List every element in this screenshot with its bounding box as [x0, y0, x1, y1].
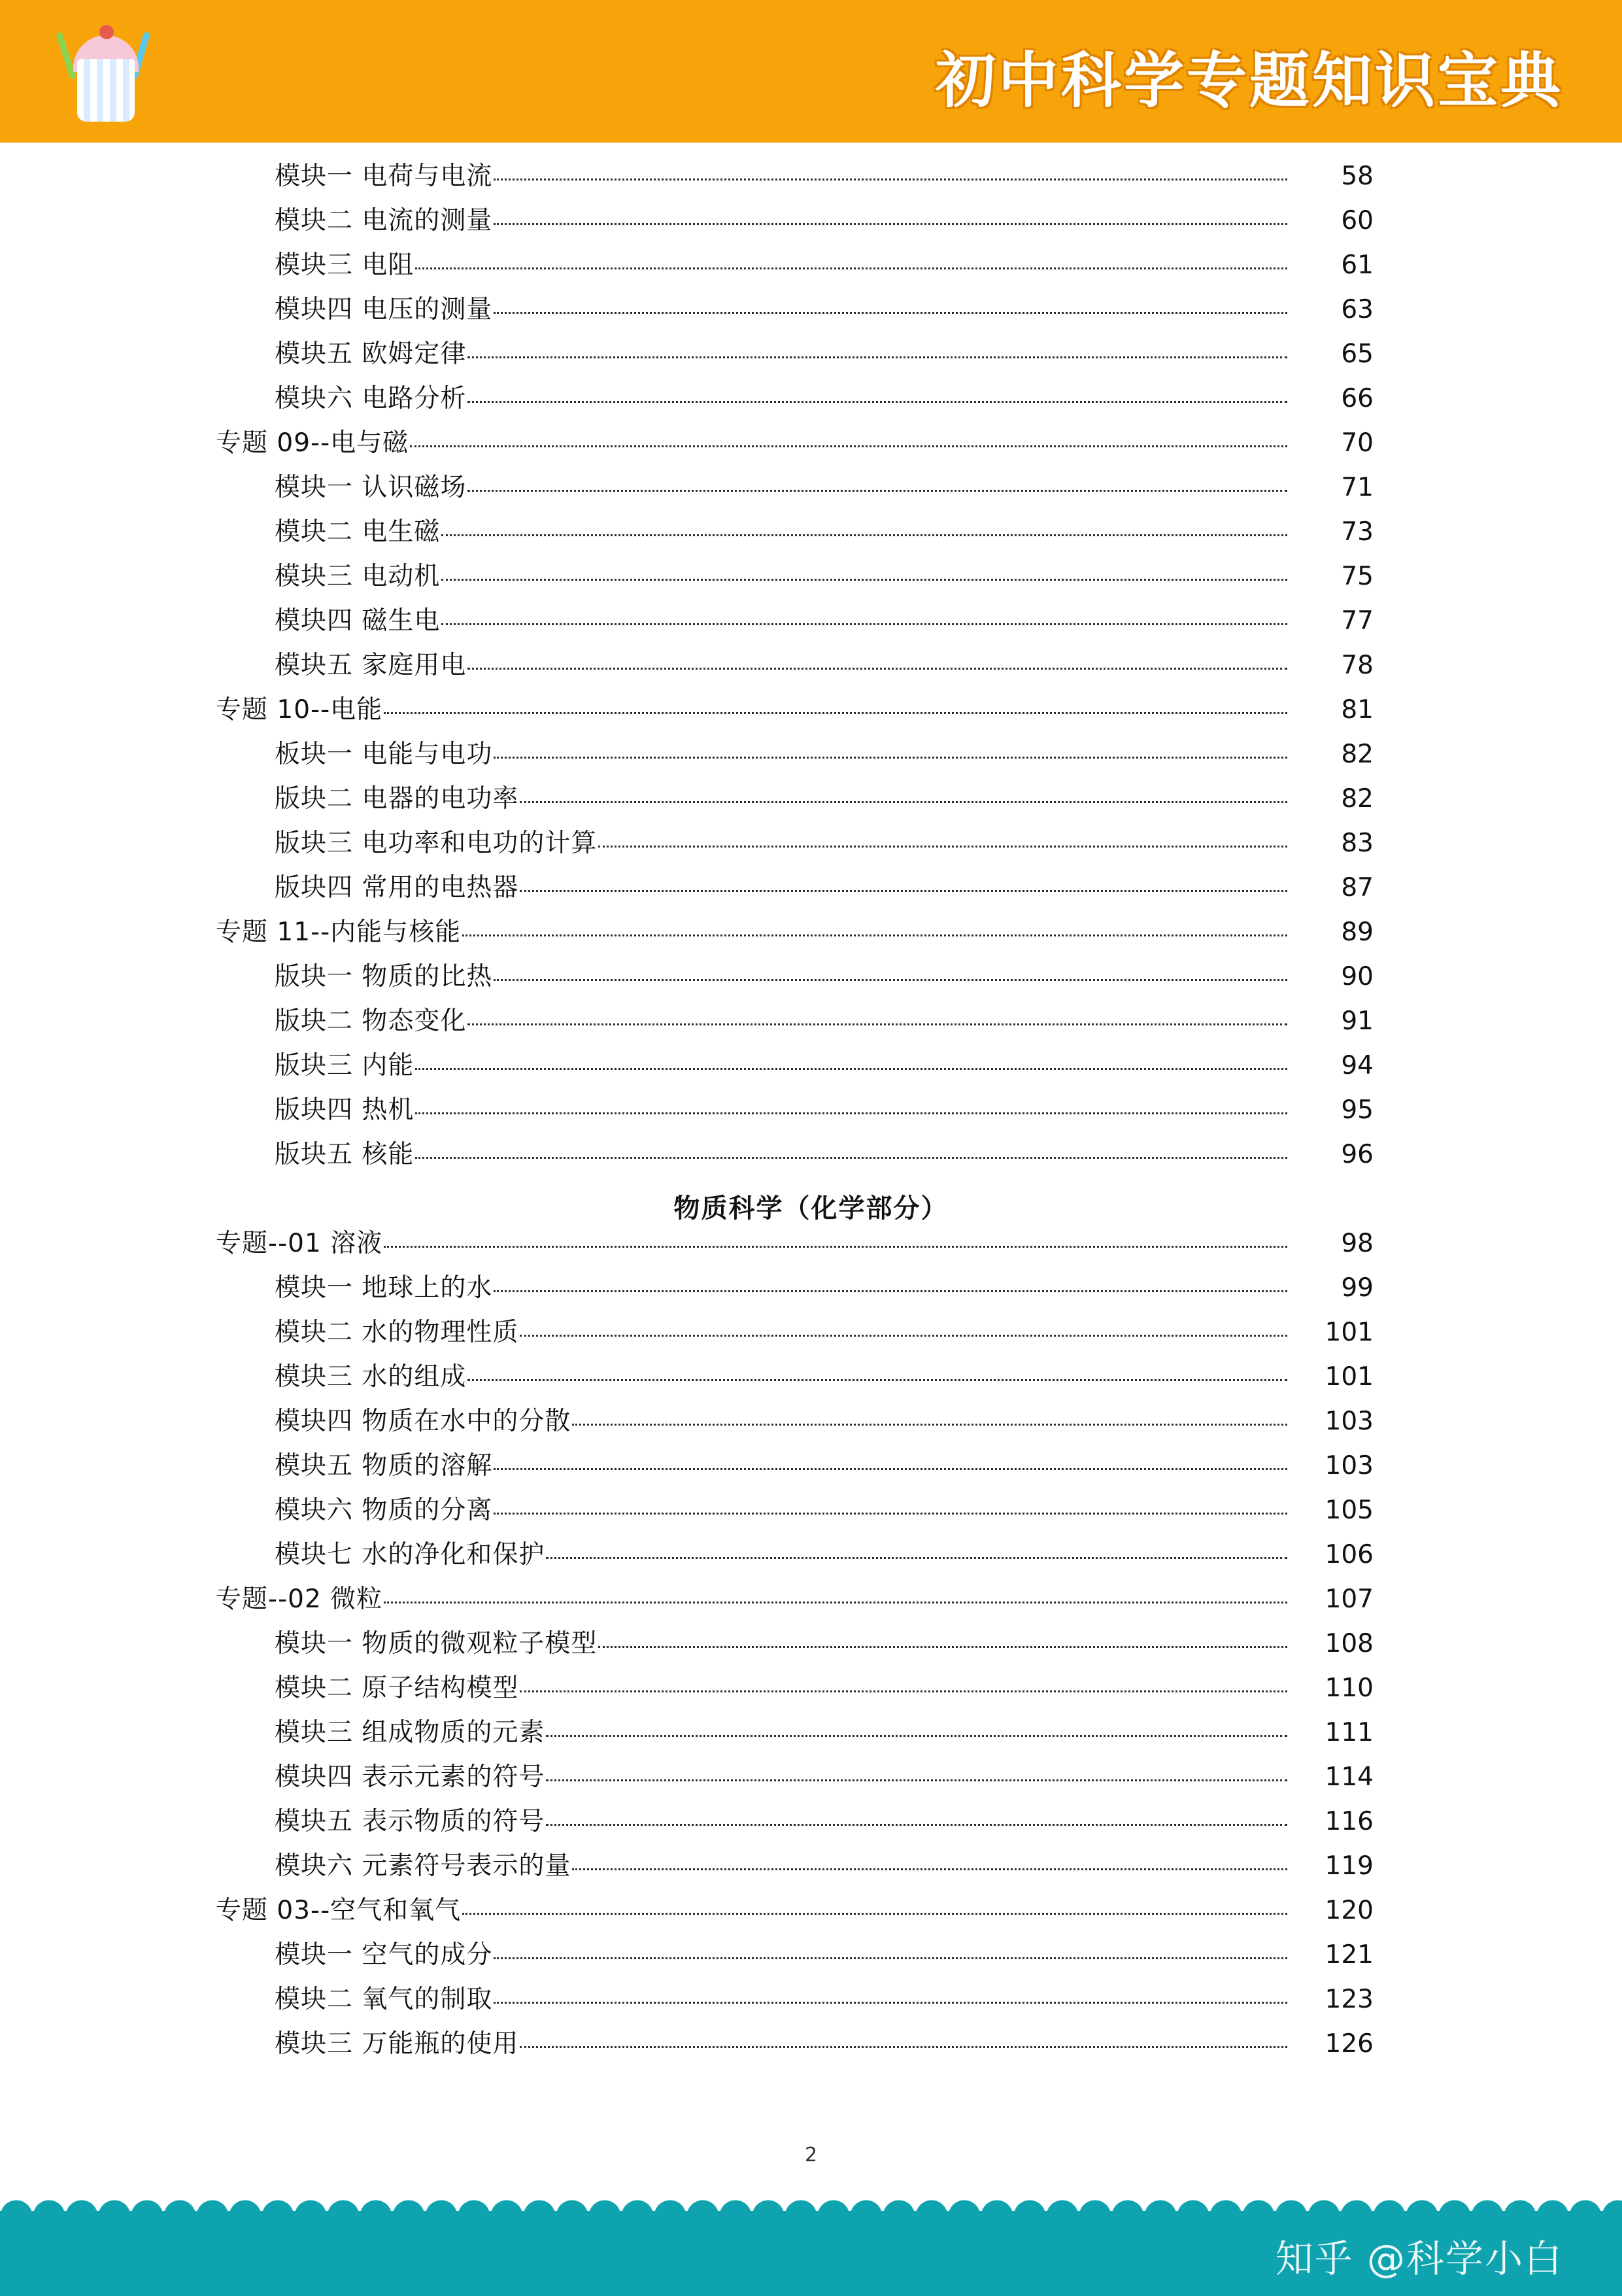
toc-entry[interactable]	[0, 1586, 1622, 1631]
toc-entry-label: 模块六 物质的分离	[275, 1496, 493, 1525]
toc-leader-dots	[467, 1379, 1287, 1381]
toc-entry-label: 模块一 电荷与电流	[275, 162, 493, 191]
toc-entry-page: 98	[1341, 1229, 1374, 1258]
toc-leader-dots	[494, 1467, 1287, 1470]
toc-entry-page: 106	[1325, 1540, 1374, 1569]
toc-entry-label: 模块五 家庭用电	[275, 651, 467, 680]
toc-entry[interactable]	[0, 1364, 1622, 1409]
toc-entry[interactable]	[0, 475, 1622, 519]
toc-entry-page: 77	[1341, 606, 1374, 636]
toc-leader-dots	[598, 1645, 1287, 1648]
straw-left-icon	[56, 31, 76, 79]
toc-leader-dots	[520, 1334, 1287, 1337]
toc-entry[interactable]	[0, 163, 1622, 208]
toc-entry-label: 专题 09--电与磁	[216, 428, 409, 458]
toc-leader-dots	[467, 356, 1287, 358]
toc-entry-page: 75	[1341, 562, 1374, 591]
toc-leader-dots	[546, 1779, 1287, 1781]
toc-entry-page: 66	[1341, 384, 1374, 413]
toc-entry[interactable]	[0, 430, 1622, 475]
toc-entry[interactable]	[0, 1542, 1622, 1586]
toc-entry-page: 90	[1341, 962, 1374, 991]
toc-entry[interactable]	[0, 1764, 1622, 1809]
toc-entry-page: 110	[1325, 1673, 1374, 1703]
toc-entry[interactable]	[0, 1853, 1622, 1898]
toc-entry-page: 121	[1325, 1940, 1374, 1970]
toc-leader-dots	[572, 1423, 1287, 1426]
toc-entry-page: 58	[1341, 162, 1374, 191]
toc-entry-label: 版块三 内能	[275, 1051, 414, 1080]
toc-leader-dots	[384, 1245, 1287, 1248]
toc-entry-label: 专题 11--内能与核能	[216, 917, 462, 947]
toc-entry-label: 模块一 空气的成分	[275, 1940, 493, 1970]
toc-entry[interactable]	[0, 208, 1622, 252]
toc-entry[interactable]	[0, 1231, 1622, 1275]
toc-leader-dots	[441, 578, 1287, 581]
toc-entry[interactable]	[0, 653, 1622, 697]
toc-entry-label: 模块一 物质的微观粒子模型	[275, 1629, 598, 1658]
toc-entry-page: 63	[1341, 295, 1374, 324]
toc-entry[interactable]	[0, 919, 1622, 964]
toc-entry-page: 91	[1341, 1006, 1374, 1036]
toc-leader-dots	[520, 889, 1287, 892]
toc-entry-label: 专题--02 微粒	[216, 1585, 383, 1614]
toc-leader-dots	[546, 1734, 1287, 1737]
toc-entry-label: 版块一 物质的比热	[275, 962, 493, 991]
toc-leader-dots	[441, 623, 1287, 625]
toc-leader-dots	[546, 1556, 1287, 1559]
toc-entry-page: 89	[1341, 917, 1374, 947]
toc-entry-label: 模块七 水的净化和保护	[275, 1540, 545, 1569]
toc-entry-page: 119	[1325, 1851, 1374, 1881]
toc-entry-page: 78	[1341, 651, 1374, 680]
toc-entry[interactable]	[0, 1631, 1622, 1675]
toc-leader-dots	[384, 1601, 1287, 1603]
toc-entry-label: 模块六 元素符号表示的量	[275, 1851, 571, 1881]
toc-leader-dots	[467, 667, 1287, 670]
toc-entry-label: 模块一 地球上的水	[275, 1273, 493, 1303]
toc-entry[interactable]	[0, 1409, 1622, 1453]
toc-entry-page: 65	[1341, 339, 1374, 369]
toc-entry[interactable]	[0, 697, 1622, 742]
toc-entry-page: 61	[1341, 250, 1374, 280]
toc-entry-label: 模块二 电生磁	[275, 517, 441, 547]
toc-entry-label: 模块六 电路分析	[275, 384, 467, 413]
toc-leader-dots	[494, 1512, 1287, 1515]
toc-entry-page: 101	[1325, 1318, 1374, 1347]
toc-entry-label: 模块三 万能瓶的使用	[275, 2029, 519, 2059]
ice-cream-cup-icon	[39, 16, 170, 127]
toc-leader-dots	[520, 1690, 1287, 1692]
toc-entry[interactable]	[0, 386, 1622, 430]
toc-entry[interactable]	[0, 964, 1622, 1008]
toc-entry-page: 82	[1341, 740, 1374, 769]
toc-entry-page: 87	[1341, 873, 1374, 902]
toc-entry-page: 107	[1325, 1585, 1374, 1614]
toc-entry-page: 81	[1341, 695, 1374, 725]
toc-leader-dots	[520, 2046, 1287, 2048]
toc-entry-page: 120	[1325, 1896, 1374, 1925]
toc-leader-dots	[467, 1023, 1287, 1025]
toc-entry[interactable]	[0, 1498, 1622, 1542]
toc-entry-label: 专题 03--空气和氧气	[216, 1896, 462, 1925]
toc-leader-dots	[384, 711, 1287, 714]
toc-leader-dots	[462, 934, 1287, 936]
toc-section-heading: 物质科学（化学部分）	[673, 1193, 949, 1224]
toc-entry-page: 111	[1325, 1718, 1374, 1747]
toc-entry-label: 模块四 磁生电	[275, 606, 441, 636]
toc-entry-label: 板块一 电能与电功	[275, 740, 493, 769]
toc-leader-dots	[494, 311, 1287, 314]
toc-entry-page: 94	[1341, 1051, 1374, 1080]
toc-entry-label: 模块五 表示物质的符号	[275, 1807, 545, 1836]
toc-entry-label: 模块四 电压的测量	[275, 295, 493, 324]
toc-entry[interactable]	[0, 1097, 1622, 1142]
toc-entry-page: 103	[1325, 1451, 1374, 1481]
toc-entry[interactable]	[0, 831, 1622, 875]
toc-leader-dots	[415, 1156, 1287, 1159]
toc-entry-page: 103	[1325, 1407, 1374, 1436]
toc-entry-label: 专题 10--电能	[216, 695, 383, 725]
toc-leader-dots	[494, 2001, 1287, 2004]
toc-entry[interactable]	[0, 1898, 1622, 1942]
toc-entry-label: 版块三 电功率和电功的计算	[275, 829, 598, 858]
toc-leader-dots	[598, 845, 1287, 848]
toc-entry-label: 模块四 表示元素的符号	[275, 1762, 545, 1792]
page-title: 初中科学专题知识宝典	[935, 46, 1563, 116]
toc-entry[interactable]	[0, 252, 1622, 297]
toc-entry[interactable]	[0, 2031, 1622, 2076]
toc-entry[interactable]	[0, 1987, 1622, 2031]
toc-entry-page: 60	[1341, 206, 1374, 235]
toc-entry[interactable]	[0, 1942, 1622, 1987]
toc-entry[interactable]	[0, 297, 1622, 341]
toc-entry[interactable]	[0, 1008, 1622, 1053]
toc-leader-dots	[415, 267, 1287, 269]
document-header	[0, 0, 1622, 143]
toc-entry[interactable]	[0, 1142, 1622, 1186]
toc-entry-label: 模块四 物质在水中的分散	[275, 1407, 571, 1436]
toc-leader-dots	[494, 978, 1287, 981]
toc-entry[interactable]	[0, 564, 1622, 608]
toc-entry-label: 模块一 认识磁场	[275, 473, 467, 502]
toc-leader-dots	[494, 222, 1287, 225]
toc-entry[interactable]	[0, 1453, 1622, 1498]
toc-entry-label: 版块五 核能	[275, 1140, 414, 1169]
cherry-icon	[99, 25, 114, 39]
toc-entry-page: 123	[1325, 1985, 1374, 2014]
toc-entry-label: 版块四 常用的电热器	[275, 873, 519, 902]
toc-entry-label: 模块三 水的组成	[275, 1362, 467, 1392]
page-number: 2	[804, 2144, 818, 2167]
toc-leader-dots	[494, 1290, 1287, 1292]
watermark-text: 知乎 @科学小白	[1275, 2236, 1563, 2281]
toc-entry-label: 版块二 物态变化	[275, 1006, 467, 1036]
toc-entry-page: 116	[1325, 1807, 1374, 1836]
toc-leader-dots	[410, 445, 1287, 447]
toc-leader-dots	[494, 178, 1287, 180]
toc-leader-dots	[467, 400, 1287, 403]
toc-leader-dots	[520, 800, 1287, 803]
toc-entry[interactable]	[0, 608, 1622, 653]
toc-entry-page: 96	[1341, 1140, 1374, 1169]
toc-entry-page: 71	[1341, 473, 1374, 502]
toc-entry-page: 70	[1341, 428, 1374, 458]
toc-entry[interactable]	[0, 786, 1622, 831]
toc-leader-dots	[572, 1868, 1287, 1870]
toc-entry-label: 模块三 电阻	[275, 250, 414, 280]
toc-leader-dots	[546, 1823, 1287, 1826]
cup-icon	[77, 59, 135, 122]
toc-entry-label: 模块二 电流的测量	[275, 206, 493, 235]
toc-entry-page: 99	[1341, 1273, 1374, 1303]
toc-leader-dots	[494, 1957, 1287, 1959]
toc-entry-label: 模块三 电动机	[275, 562, 441, 591]
toc-entry-label: 模块三 组成物质的元素	[275, 1718, 545, 1747]
toc-entry[interactable]	[0, 1275, 1622, 1320]
toc-entry-label: 模块二 水的物理性质	[275, 1318, 519, 1347]
toc-entry-label: 模块二 氧气的制取	[275, 1985, 493, 2014]
footer-decoration	[0, 2184, 1622, 2296]
toc-entry-page: 114	[1325, 1762, 1374, 1792]
toc-entry-label: 模块二 原子结构模型	[275, 1673, 519, 1703]
toc-entry[interactable]	[0, 519, 1622, 564]
toc-entry-label: 版块四 热机	[275, 1095, 414, 1125]
toc-entry-label: 版块二 电器的电功率	[275, 784, 519, 814]
toc-leader-dots	[494, 756, 1287, 759]
toc-entry-page: 108	[1325, 1629, 1374, 1658]
toc-entry-page: 101	[1325, 1362, 1374, 1392]
toc-leader-dots	[462, 1912, 1287, 1915]
toc-entry-page: 73	[1341, 517, 1374, 547]
toc-leader-dots	[415, 1067, 1287, 1070]
toc-entry-page: 95	[1341, 1095, 1374, 1125]
toc-entry-page: 126	[1325, 2029, 1374, 2059]
toc-entry[interactable]	[0, 742, 1622, 786]
toc-entry-page: 105	[1325, 1496, 1374, 1525]
toc-entry[interactable]	[0, 1809, 1622, 1853]
toc-entry[interactable]	[0, 1675, 1622, 1720]
toc-entry[interactable]	[0, 1053, 1622, 1097]
toc-entry[interactable]	[0, 1720, 1622, 1764]
toc-entry-label: 模块五 物质的溶解	[275, 1451, 493, 1481]
toc-entry[interactable]	[0, 1320, 1622, 1364]
table-of-contents	[0, 163, 1622, 2076]
toc-entry-page: 83	[1341, 829, 1374, 858]
toc-entry[interactable]	[0, 875, 1622, 919]
toc-entry[interactable]	[0, 341, 1622, 386]
toc-entry-label: 模块五 欧姆定律	[275, 339, 467, 369]
toc-leader-dots	[467, 489, 1287, 492]
toc-leader-dots	[441, 534, 1287, 536]
toc-leader-dots	[415, 1112, 1287, 1114]
toc-entry-label: 专题--01 溶液	[216, 1229, 383, 1258]
toc-entry-page: 82	[1341, 784, 1374, 814]
